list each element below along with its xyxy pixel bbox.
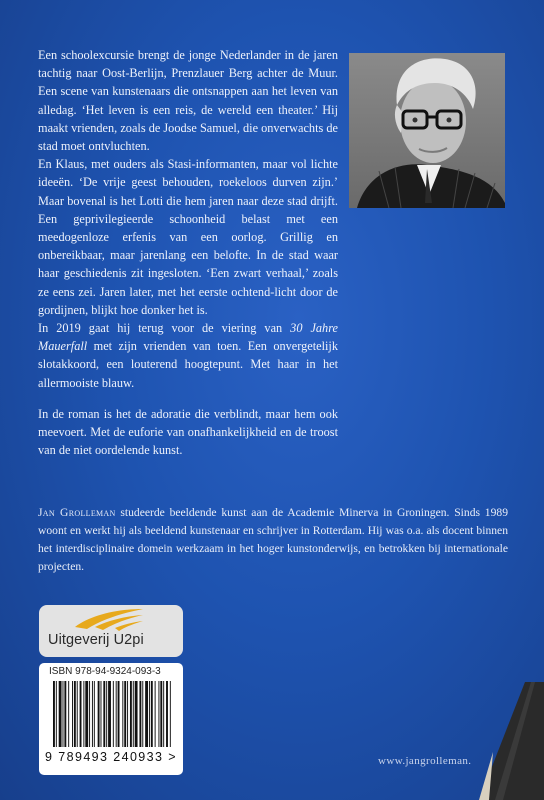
blurb-text: met zijn vrienden van toen. Een onvergetelijk slotakkoord, een louterend hoogtepunt. Met haar in het allermooiste blauw.	[38, 339, 338, 390]
pencil-illustration	[465, 682, 544, 800]
author-website: www.jangrolleman.	[378, 755, 472, 767]
blurb-paragraph-1: Een schoolexcursie brengt de jonge Nederlander in de jaren tachtig naar Oost-Berlijn, Prenzlauer Berg achter de Muur. Een scene van kunstenaars die ontsnappen aan het leven van alledag. ‘Het leven is een reis, de wereld een theater.’ Hij maakt vrienden, zoals de Joodse Samuel, die onverwachts de stad moet ontvluchten.	[38, 48, 338, 154]
blurb-text: In 2019 gaat hij terug voor de viering van	[38, 321, 291, 336]
blurb-paragraph-3	[38, 319, 338, 392]
author-bio-text: studeerde beeldende kunst aan de Academie Minerva in Groningen. Sinds 1989 woont en werkt hij als beeldend kunstenaar en schrijver in Rotterdam. Hij was o.a. als docent binnen het interdisciplinaire domein werkzaam in het hoger kunstonderwijs, en betrokken bij internationale projecten.	[38, 506, 508, 573]
blurb-paragraph-4: In de roman is het de adoratie die verblindt, maar hem ook meevoert. Met de euforie van onafhankelijkheid en de troost van de niet oordelende kunst.	[38, 406, 338, 458]
blurb	[38, 46, 338, 459]
publisher-logo	[39, 605, 183, 657]
publisher-swoosh-icon	[39, 605, 183, 635]
book-reference: 30 Jahre Mauerfall	[38, 321, 338, 354]
ean-digits: 9 789493 240933 >	[45, 750, 177, 764]
author-bio	[38, 504, 508, 576]
blurb-paragraph-2: En Klaus, met ouders als Stasi-informanten, maar vol lichte ideeën. ‘De vrije geest behouden, roekeloos durven zijn.’ Maar bovenal is het Lotti die hem jaren naar deze stad drijft. Een geprivilegieerde schoonheid belast met een meedogenloze erfenis van een oorlog. Grillig en onbereikbaar, maar jarenlang een belofte. In de stad waar haar geschiedenis zit ingesloten. ‘Een zwart verhaal,’ zoals ze eens zei. Jaren later, met het eerste ochtend-licht door de gordijnen, blijkt hoe donker het is.	[38, 157, 338, 317]
publisher-name: Uitgeverij U2pi	[48, 632, 144, 648]
isbn-barcode	[39, 663, 183, 775]
author-photo	[349, 53, 505, 208]
author-name: Jan Grolleman	[38, 506, 116, 519]
isbn-label: ISBN 978-94-9324-093-3	[49, 666, 161, 677]
